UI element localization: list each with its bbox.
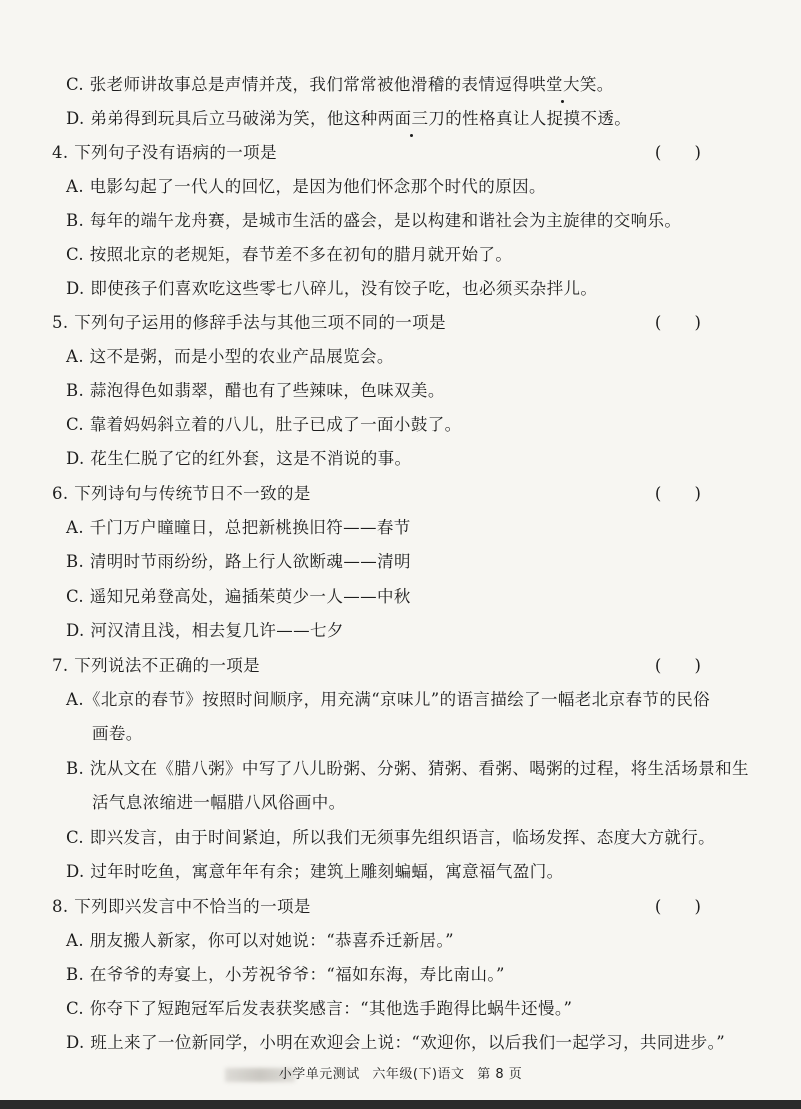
option-6c: C. 遥知兄弟登高处，遍插茱萸少一人——中秋 bbox=[66, 587, 411, 606]
answer-blank-7: ( ) bbox=[654, 656, 715, 675]
option-7c: C. 即兴发言，由于时间紧迫，所以我们无须事先组织语言，临场发挥、态度大方就行。 bbox=[66, 828, 716, 847]
option-7b: B. 沈从文在《腊八粥》中写了八儿盼粥、分粥、猜粥、看粥、喝粥的过程，将生活场景和生 bbox=[66, 759, 749, 778]
footer-page-number: 第 8 页 bbox=[477, 1067, 523, 1082]
question-7-stem: 7. 下列说法不正确的一项是 bbox=[52, 656, 261, 675]
option-6b: B. 清明时节雨纷纷，路上行人欲断魂——清明 bbox=[66, 552, 411, 571]
option-4d: D. 即使孩子们喜欢吃这些零七八碎儿，没有饺子吃，也必须买杂拌儿。 bbox=[66, 279, 598, 298]
option-5b: B. 蒜泡得色如翡翠，醋也有了些辣味，色味双美。 bbox=[66, 381, 445, 400]
question-6-stem: 6. 下列诗句与传统节日不一致的是 bbox=[52, 484, 311, 503]
option-7a: A.《北京的春节》按照时间顺序，用充满“京味儿”的语言描绘了一幅老北京春节的民俗 bbox=[66, 690, 711, 709]
option-8b: B. 在爷爷的寿宴上，小芳祝爷爷：“福如东海，寿比南山。” bbox=[66, 965, 505, 984]
footer-grade: 六年级(下)语文 bbox=[372, 1067, 465, 1082]
option-6a: A. 千门万户曈曈日，总把新桃换旧符——春节 bbox=[66, 518, 411, 537]
option-5d: D. 花生仁脱了它的红外套，这是不消说的事。 bbox=[66, 449, 412, 468]
option-7a-cont: 画卷。 bbox=[92, 724, 143, 743]
page-footer bbox=[0, 1066, 801, 1084]
option-3d: D. 弟弟得到玩具后立马破涕为笑，他这种两面三刀的性格真让人捉摸不透。 bbox=[66, 109, 632, 128]
question-5-stem: 5. 下列句子运用的修辞手法与其他三项不同的一项是 bbox=[52, 313, 446, 332]
answer-blank-5: ( ) bbox=[654, 313, 715, 332]
option-5a: A. 这不是粥，而是小型的农业产品展览会。 bbox=[66, 347, 394, 366]
answer-blank-6: ( ) bbox=[654, 484, 715, 503]
option-8d: D. 班上来了一位新同学，小明在欢迎会上说：“欢迎你，以后我们一起学习，共同进步。” bbox=[66, 1033, 726, 1052]
emphasized-phrase: 两面三刀 bbox=[377, 109, 446, 128]
footer-series: 小学单元测试 bbox=[278, 1067, 360, 1082]
option-6d: D. 河汉清且浅，相去复几许——七夕 bbox=[66, 621, 344, 640]
option-8a: A. 朋友搬人新家，你可以对她说：“恭喜乔迁新居。” bbox=[66, 931, 454, 950]
question-4-stem: 4. 下列句子没有语病的一项是 bbox=[52, 143, 277, 162]
option-4c: C. 按照北京的老规矩，春节差不多在初旬的腊月就开始了。 bbox=[66, 245, 513, 264]
option-7d: D. 过年时吃鱼，寓意年年有余；建筑上雕刻蝙蝠，寓意福气盈门。 bbox=[66, 862, 564, 881]
answer-blank-4: ( ) bbox=[654, 143, 715, 162]
question-8-stem: 8. 下列即兴发言中不恰当的一项是 bbox=[52, 897, 311, 916]
option-8c: C. 你夺下了短跑冠军后发表获奖感言：“其他选手跑得比蜗牛还慢。” bbox=[66, 999, 573, 1018]
answer-blank-8: ( ) bbox=[654, 897, 715, 916]
option-7b-cont: 活气息浓缩进一幅腊八风俗画中。 bbox=[92, 793, 346, 812]
option-5c: C. 靠着妈妈斜立着的八儿，肚子已成了一面小鼓了。 bbox=[66, 415, 462, 434]
emphasized-phrase: 哄堂大笑 bbox=[529, 75, 597, 94]
option-3c: C. 张老师讲故事总是声情并茂，我们常常被他滑稽的表情逗得哄堂大笑。 bbox=[66, 75, 614, 94]
option-4a: A. 电影勾起了一代人的回忆，是因为他们怀念那个时代的原因。 bbox=[66, 177, 546, 196]
option-4b: B. 每年的端午龙舟赛，是城市生活的盛会，是以构建和谐社会为主旋律的交响乐。 bbox=[66, 211, 682, 230]
scan-edge bbox=[0, 1100, 801, 1109]
